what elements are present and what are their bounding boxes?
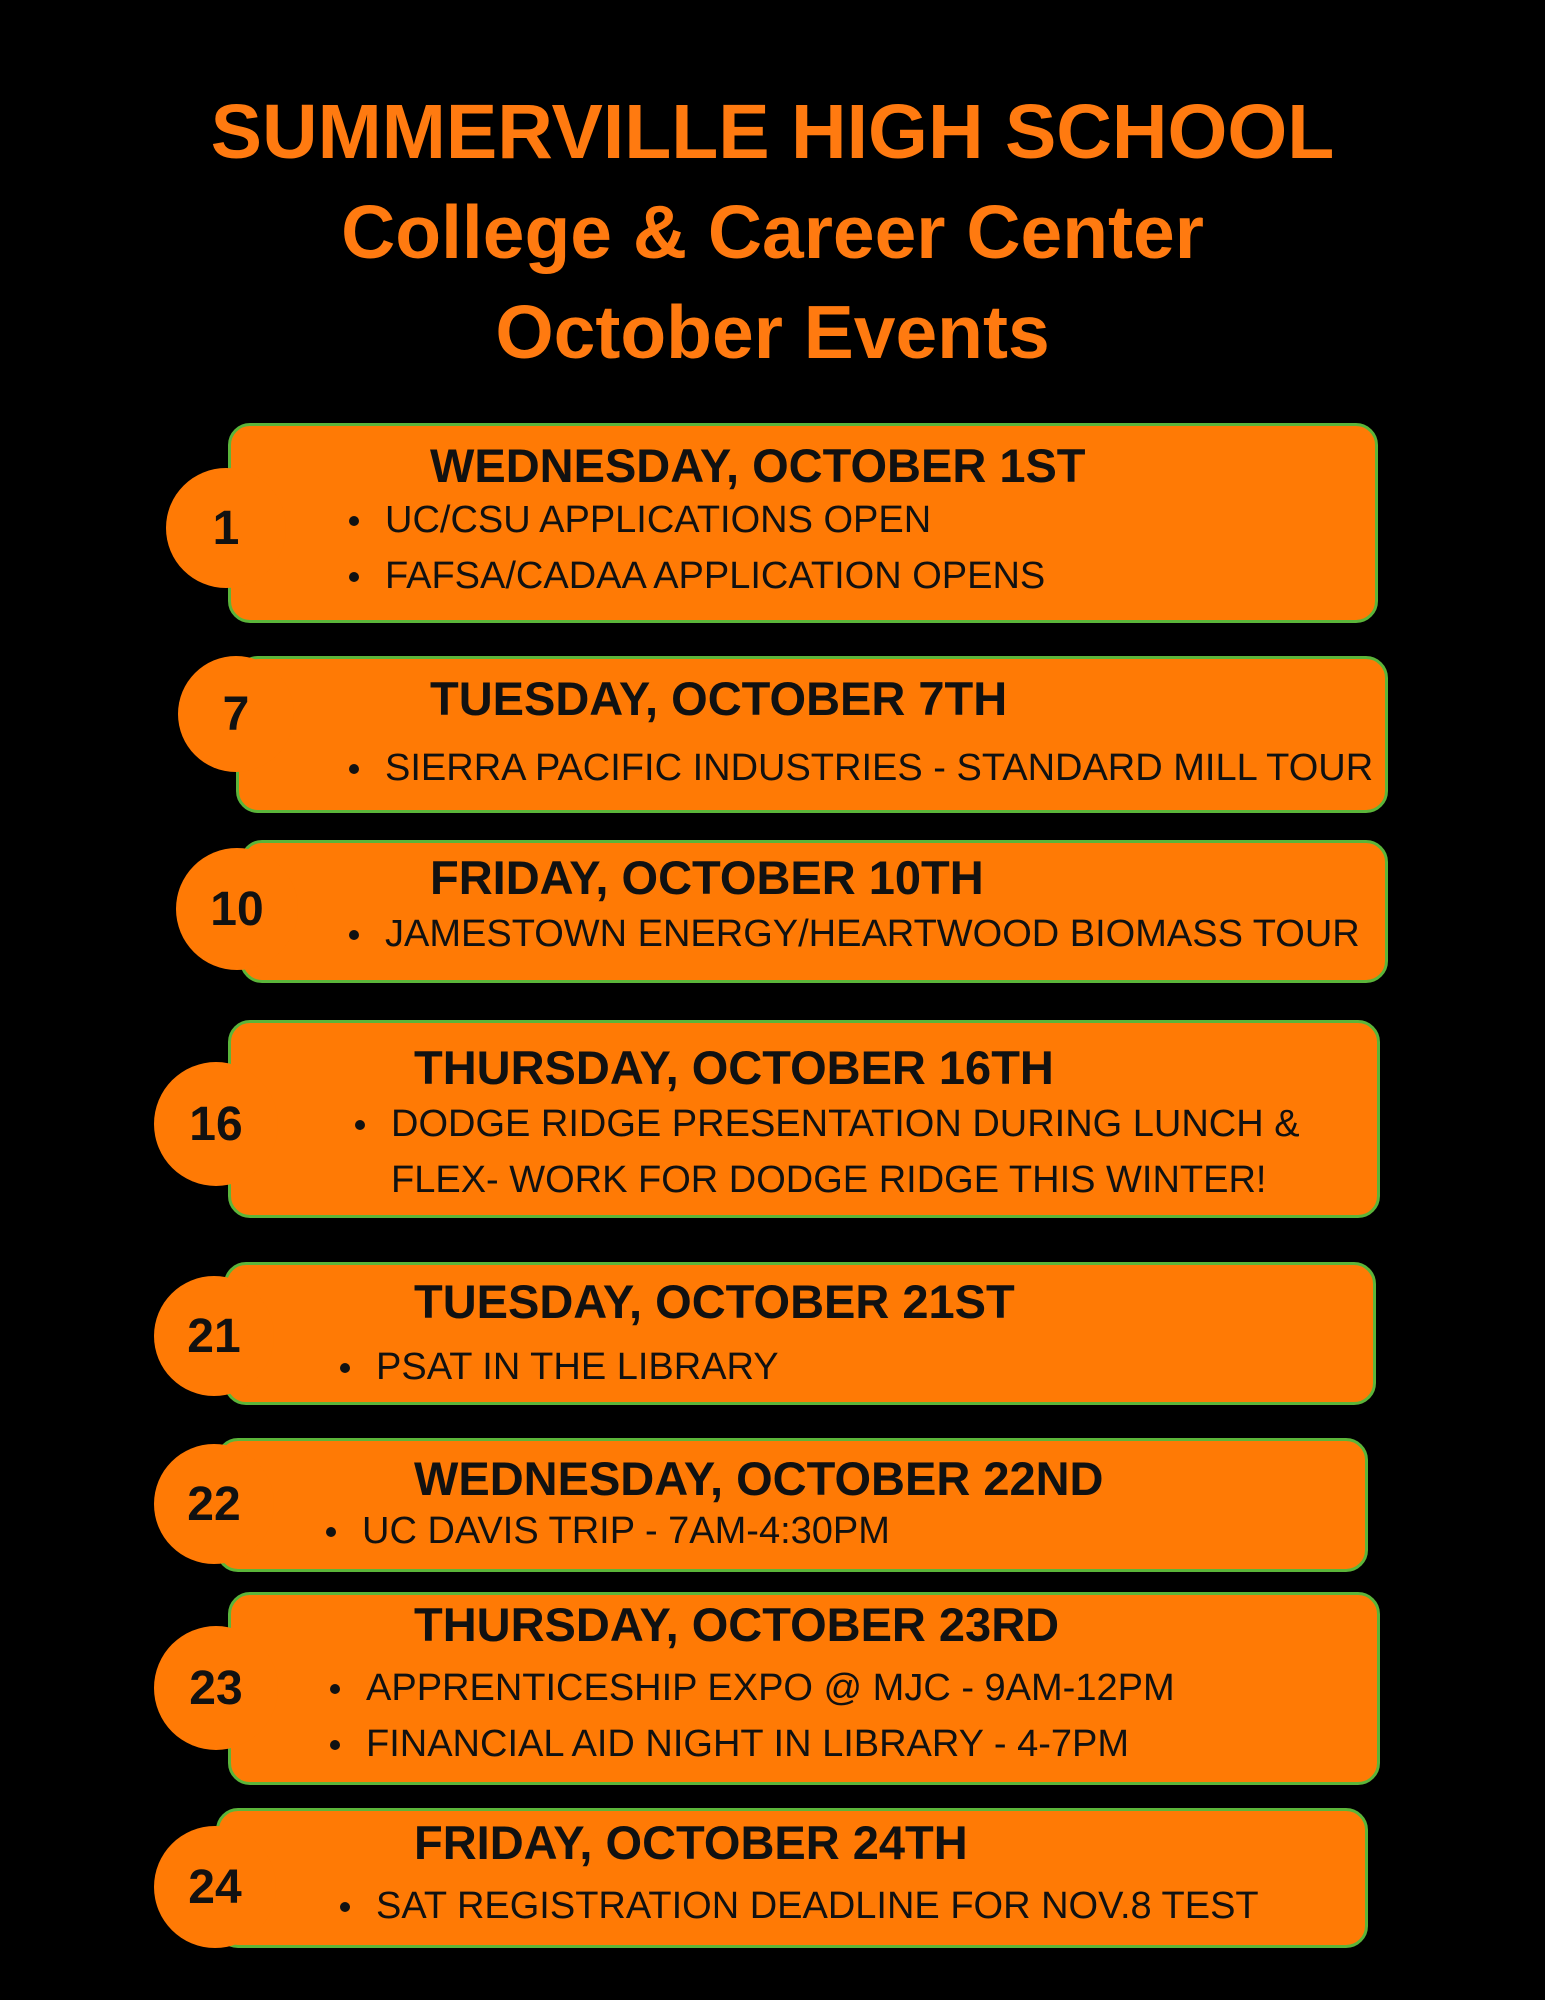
event-date-circle xyxy=(154,1826,276,1948)
list-item: FAFSA/CADAA APPLICATION OPENS xyxy=(349,548,1045,604)
event-item-list xyxy=(326,1503,890,1559)
bullet-icon xyxy=(340,1363,350,1373)
bullet-icon xyxy=(340,1902,350,1912)
event-date-circle xyxy=(154,1276,274,1396)
event-date-circle xyxy=(154,1062,278,1186)
bullet-icon xyxy=(355,1120,365,1130)
event-item-list xyxy=(340,1878,1259,1934)
list-item: UC DAVIS TRIP - 7AM-4:30PM xyxy=(326,1503,890,1559)
list-item: APPRENTICESHIP EXPO @ MJC - 9AM-12PM xyxy=(330,1660,1175,1716)
bullet-icon xyxy=(349,930,359,940)
bullet-icon xyxy=(349,516,359,526)
event-date-number: 21 xyxy=(187,1309,241,1363)
event-date-number: 1 xyxy=(212,501,240,555)
event-date-number: 23 xyxy=(189,1661,243,1715)
list-item-continuation: FLEX- WORK FOR DODGE RIDGE THIS WINTER! xyxy=(391,1159,1267,1201)
event-date-circle xyxy=(176,848,298,970)
list-item: FINANCIAL AID NIGHT IN LIBRARY - 4-7PM xyxy=(330,1716,1175,1772)
event-date-circle xyxy=(154,1626,278,1750)
event-day-heading: TUESDAY, OCTOBER 21ST xyxy=(414,1275,1015,1328)
list-item: UC/CSU APPLICATIONS OPEN xyxy=(349,492,1045,548)
event-item-list xyxy=(349,740,1373,796)
event-day-heading: FRIDAY, OCTOBER 24TH xyxy=(414,1816,968,1869)
event-day-heading: THURSDAY, OCTOBER 16TH xyxy=(414,1041,1054,1094)
event-day-heading: FRIDAY, OCTOBER 10TH xyxy=(430,851,984,904)
event-date-number: 16 xyxy=(189,1097,243,1151)
event-item-list xyxy=(330,1660,1175,1772)
event-day-heading: TUESDAY, OCTOBER 7TH xyxy=(430,672,1008,725)
event-date-number: 22 xyxy=(187,1477,241,1531)
event-date-number: 24 xyxy=(188,1860,242,1914)
school-name: SUMMERVILLE HIGH SCHOOL xyxy=(210,89,1335,175)
page-title: October Events xyxy=(495,290,1050,374)
event-item-list xyxy=(340,1339,779,1395)
list-item: PSAT IN THE LIBRARY xyxy=(340,1339,779,1395)
bullet-icon xyxy=(330,1684,340,1694)
event-day-heading: WEDNESDAY, OCTOBER 22ND xyxy=(414,1452,1104,1505)
event-day-heading: WEDNESDAY, OCTOBER 1ST xyxy=(430,439,1086,492)
list-item: SIERRA PACIFIC INDUSTRIES - STANDARD MILL TOUR xyxy=(349,740,1373,796)
event-item-list xyxy=(355,1096,1300,1208)
event-date-circle xyxy=(178,656,294,772)
event-date-number: 10 xyxy=(210,882,264,936)
list-item: JAMESTOWN ENERGY/HEARTWOOD BIOMASS TOUR xyxy=(349,906,1360,962)
event-date-number: 7 xyxy=(222,687,250,741)
event-item-list xyxy=(349,906,1360,962)
page-header xyxy=(0,82,1545,382)
event-date-circle xyxy=(154,1444,274,1564)
bullet-icon xyxy=(349,764,359,774)
center-name: College & Career Center xyxy=(341,190,1204,274)
list-item: SAT REGISTRATION DEADLINE FOR NOV.8 TEST xyxy=(340,1878,1259,1934)
bullet-icon xyxy=(330,1740,340,1750)
bullet-icon xyxy=(326,1527,336,1537)
event-date-circle xyxy=(166,468,286,588)
list-item: DODGE RIDGE PRESENTATION DURING LUNCH & xyxy=(355,1096,1300,1152)
bullet-icon xyxy=(349,572,359,582)
event-day-heading: THURSDAY, OCTOBER 23RD xyxy=(414,1598,1060,1651)
event-item-list xyxy=(349,492,1045,604)
